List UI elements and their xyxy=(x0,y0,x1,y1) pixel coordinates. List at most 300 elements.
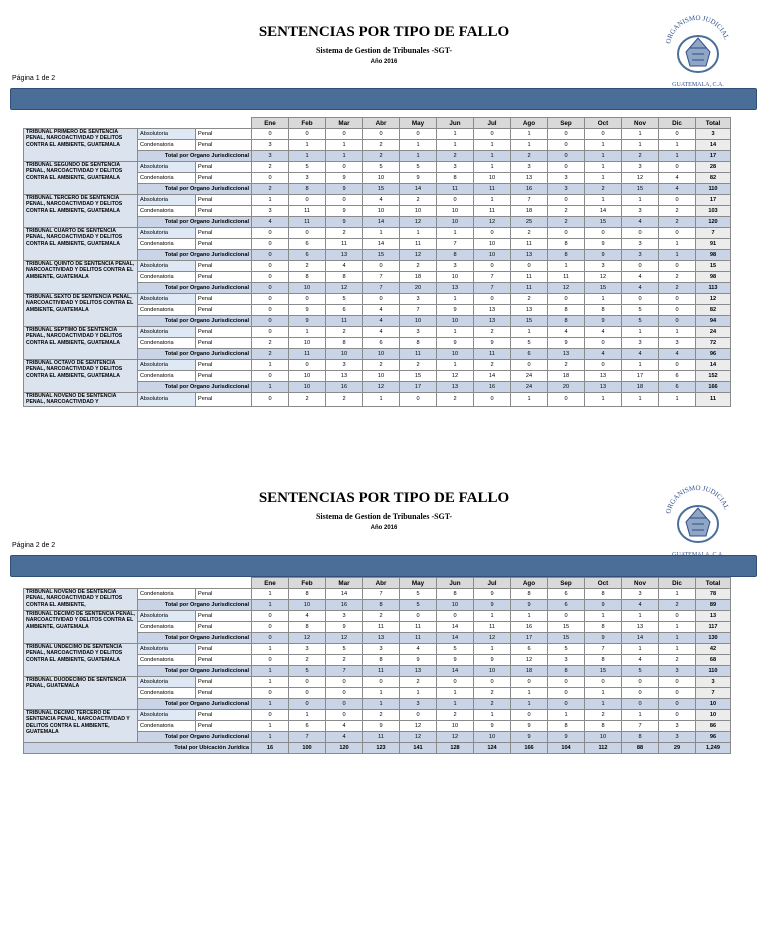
fallo-type: Absolutoria xyxy=(138,677,196,688)
subtotal-cell: 89 xyxy=(696,600,731,611)
tribunal-name: TRIBUNAL NOVENO DE SENTENCIA PENAL, NARCOACTIVIDAD Y DELITOS CONTRA EL AMBIENTE, xyxy=(24,589,138,611)
column-header: Ene xyxy=(252,578,289,589)
subtotal-cell: 2 xyxy=(511,151,548,162)
month-cell: 14 xyxy=(585,206,622,217)
month-cell: 1 xyxy=(585,162,622,173)
subtotal-cell: 14 xyxy=(622,633,659,644)
report-year: Año 2016 xyxy=(370,59,398,65)
month-cell: 0 xyxy=(548,294,585,305)
subtotal-cell: 24 xyxy=(511,382,548,393)
fallo-type: Condenatoria xyxy=(138,721,196,732)
subtotal-cell: 0 xyxy=(252,316,289,327)
subtotal-cell: 15 xyxy=(548,633,585,644)
fallo-type: Absolutoria xyxy=(138,710,196,721)
column-header: Oct xyxy=(585,578,622,589)
row-total-cell: 14 xyxy=(696,360,731,371)
month-cell: 0 xyxy=(585,677,622,688)
month-cell: 0 xyxy=(252,305,289,316)
month-cell: 12 xyxy=(400,721,437,732)
svg-text:ORGANISMO JUDICIAL: ORGANISMO JUDICIAL xyxy=(664,483,731,515)
month-cell: 8 xyxy=(585,721,622,732)
month-cell: 1 xyxy=(437,327,474,338)
month-cell: 2 xyxy=(326,327,363,338)
column-header: May xyxy=(400,578,437,589)
fallo-type: Condenatoria xyxy=(138,371,196,382)
subtotal-cell: 4 xyxy=(622,283,659,294)
fallo-type: Absolutoria xyxy=(138,195,196,206)
materia: Penal xyxy=(196,272,252,283)
subtotal-cell: 166 xyxy=(696,382,731,393)
month-cell: 2 xyxy=(289,393,326,407)
month-cell: 0 xyxy=(252,655,289,666)
subtotal-cell: 10 xyxy=(437,316,474,327)
month-cell: 1 xyxy=(437,688,474,699)
subtotal-cell: 1 xyxy=(252,732,289,743)
month-cell: 0 xyxy=(363,294,400,305)
report-title: SENTENCIAS POR TIPO DE FALLO xyxy=(258,24,510,40)
month-cell: 1 xyxy=(585,688,622,699)
month-cell: 9 xyxy=(437,338,474,349)
materia: Penal xyxy=(196,140,252,151)
subtotal-cell: 3 xyxy=(622,250,659,261)
subtotal-cell: 6 xyxy=(548,600,585,611)
subtotal-cell: 9 xyxy=(474,600,511,611)
subtotal-cell: 6 xyxy=(659,382,696,393)
subtotal-cell: 10 xyxy=(289,382,326,393)
month-cell: 1 xyxy=(622,195,659,206)
column-header: Nov xyxy=(622,578,659,589)
month-cell: 4 xyxy=(326,261,363,272)
subtotal-cell: 12 xyxy=(437,732,474,743)
month-cell: 2 xyxy=(548,360,585,371)
month-cell: 10 xyxy=(289,338,326,349)
report-page-2 xyxy=(0,466,768,932)
grand-total-cell: 1,249 xyxy=(696,743,731,754)
subtotal-cell: 1 xyxy=(511,699,548,710)
month-cell: 0 xyxy=(622,677,659,688)
column-header: Dic xyxy=(659,578,696,589)
month-cell: 13 xyxy=(474,305,511,316)
subtotal-cell: 18 xyxy=(511,666,548,677)
month-cell: 7 xyxy=(363,272,400,283)
grand-total-cell: 29 xyxy=(659,743,696,754)
tribunal-name: TRIBUNAL NOVENO DE SENTENCIA PENAL, NARCOACTIVIDAD Y xyxy=(24,393,138,407)
subtotal-cell: 98 xyxy=(696,250,731,261)
subtotal-cell: 8 xyxy=(548,666,585,677)
month-cell: 0 xyxy=(289,228,326,239)
header-band xyxy=(10,555,757,577)
month-cell: 14 xyxy=(474,371,511,382)
table-row xyxy=(24,195,731,206)
column-header: Oct xyxy=(585,118,622,129)
subtotal-cell: 110 xyxy=(696,184,731,195)
month-cell: 3 xyxy=(326,360,363,371)
month-cell: 5 xyxy=(289,162,326,173)
subtotal-cell: 14 xyxy=(437,633,474,644)
subtotal-cell: 4 xyxy=(326,732,363,743)
month-cell: 10 xyxy=(474,173,511,184)
subtotal-cell: 96 xyxy=(696,732,731,743)
month-cell: 1 xyxy=(252,644,289,655)
subtotal-cell: 13 xyxy=(474,316,511,327)
month-cell: 10 xyxy=(474,239,511,250)
month-cell: 0 xyxy=(252,371,289,382)
month-cell: 0 xyxy=(474,129,511,140)
month-cell: 7 xyxy=(400,305,437,316)
svg-text:ORGANISMO JUDICIAL: ORGANISMO JUDICIAL xyxy=(664,13,731,45)
fallo-type: Condenatoria xyxy=(138,272,196,283)
month-cell: 10 xyxy=(363,371,400,382)
month-cell: 0 xyxy=(548,195,585,206)
tribunal-name: TRIBUNAL TERCERO DE SENTENCIA PENAL, NARCOACTIVIDAD Y DELITOS CONTRA EL AMBIENTE, GUATEMALA xyxy=(24,195,138,228)
subtotal-cell: 9 xyxy=(289,316,326,327)
subtotal-cell: 10 xyxy=(437,600,474,611)
page-number: Página 1 de 2 xyxy=(12,75,56,82)
grand-total-row xyxy=(24,743,731,754)
column-header: Abr xyxy=(363,578,400,589)
subtotal-cell: 1 xyxy=(252,600,289,611)
subtotal-cell: 130 xyxy=(696,633,731,644)
materia: Penal xyxy=(196,327,252,338)
month-cell: 9 xyxy=(511,721,548,732)
month-cell: 1 xyxy=(252,360,289,371)
month-cell: 3 xyxy=(400,294,437,305)
month-cell: 13 xyxy=(511,173,548,184)
month-cell: 2 xyxy=(474,327,511,338)
row-total-cell: 78 xyxy=(696,589,731,600)
tribunal-name: TRIBUNAL DÉCIMO TERCERO DE SENTENCIA PENAL, NARCOACTIVIDAD Y DELITOS CONTRA EL AMBIENTE, GUATEMALA xyxy=(24,710,138,743)
column-header: Jul xyxy=(474,578,511,589)
subtotal-cell: 10 xyxy=(363,349,400,360)
month-cell: 1 xyxy=(585,195,622,206)
month-cell: 3 xyxy=(622,338,659,349)
month-cell: 8 xyxy=(326,272,363,283)
month-cell: 0 xyxy=(400,129,437,140)
month-cell: 0 xyxy=(252,272,289,283)
month-cell: 1 xyxy=(659,393,696,407)
fallo-type: Condenatoria xyxy=(138,655,196,666)
month-cell: 0 xyxy=(252,173,289,184)
subtotal-cell: 12 xyxy=(326,283,363,294)
month-cell: 3 xyxy=(289,173,326,184)
tribunal-name: TRIBUNAL SEGUNDO DE SENTENCIA PENAL, NARCOACTIVIDAD Y DELITOS CONTRA EL AMBIENTE, GUATEMALA xyxy=(24,162,138,195)
subtotal-cell: 8 xyxy=(548,316,585,327)
svg-text:GUATEMALA, C.A.: GUATEMALA, C.A. xyxy=(672,82,724,88)
month-cell: 0 xyxy=(659,261,696,272)
month-cell: 4 xyxy=(585,327,622,338)
subtotal-cell: 9 xyxy=(511,600,548,611)
month-cell: 1 xyxy=(585,611,622,622)
month-cell: 2 xyxy=(326,393,363,407)
month-cell: 3 xyxy=(548,173,585,184)
table-row xyxy=(24,261,731,272)
subtotal-cell: 1 xyxy=(326,151,363,162)
month-cell: 2 xyxy=(400,261,437,272)
subtotal-cell: 1 xyxy=(252,382,289,393)
subtotal-cell: 11 xyxy=(289,217,326,228)
tribunal-name: TRIBUNAL SEXTO DE SENTENCIA PENAL, NARCOACTIVIDAD Y DELITOS CONTRA EL AMBIENTE, GUATEMALA xyxy=(24,294,138,327)
subtotal-cell: 13 xyxy=(511,250,548,261)
subtotal-cell: 12 xyxy=(474,217,511,228)
month-cell: 0 xyxy=(548,129,585,140)
materia: Penal xyxy=(196,338,252,349)
subtotal-cell: 16 xyxy=(511,184,548,195)
subtotal-label: Total por Organo Jurisdiccional xyxy=(138,699,252,710)
month-cell: 0 xyxy=(622,261,659,272)
month-cell: 1 xyxy=(400,688,437,699)
column-header: Dic xyxy=(659,118,696,129)
fallo-type: Absolutoria xyxy=(138,228,196,239)
tribunal-name: TRIBUNAL DUODÉCIMO DE SENTENCIA PENAL, GUATEMALA xyxy=(24,677,138,710)
month-cell: 1 xyxy=(363,688,400,699)
subtotal-label: Total por Organo Jurisdiccional xyxy=(138,382,252,393)
month-cell: 11 xyxy=(326,239,363,250)
month-cell: 18 xyxy=(548,371,585,382)
column-header: Mar xyxy=(326,118,363,129)
month-cell: 4 xyxy=(326,721,363,732)
month-cell: 2 xyxy=(326,228,363,239)
month-cell: 5 xyxy=(400,162,437,173)
month-cell: 0 xyxy=(289,360,326,371)
month-cell: 4 xyxy=(622,272,659,283)
subtotal-cell: 4 xyxy=(622,600,659,611)
month-cell: 7 xyxy=(622,721,659,732)
month-cell: 0 xyxy=(659,195,696,206)
month-cell: 0 xyxy=(252,239,289,250)
month-cell: 0 xyxy=(659,228,696,239)
subtotal-cell: 0 xyxy=(252,250,289,261)
month-cell: 4 xyxy=(289,611,326,622)
grand-total-cell: 141 xyxy=(400,743,437,754)
table-header-row xyxy=(24,578,731,589)
subtotal-cell: 3 xyxy=(400,699,437,710)
materia: Penal xyxy=(196,710,252,721)
month-cell: 11 xyxy=(400,239,437,250)
fallo-type: Absolutoria xyxy=(138,644,196,655)
month-cell: 13 xyxy=(511,305,548,316)
subtotal-cell: 11 xyxy=(363,732,400,743)
month-cell: 1 xyxy=(437,129,474,140)
month-cell: 0 xyxy=(659,710,696,721)
subtotal-cell: 3 xyxy=(659,732,696,743)
subtotal-cell: 0 xyxy=(326,699,363,710)
subtotal-cell: 13 xyxy=(400,666,437,677)
month-cell: 1 xyxy=(622,644,659,655)
grand-total-cell: 88 xyxy=(622,743,659,754)
month-cell: 2 xyxy=(437,710,474,721)
month-cell: 9 xyxy=(289,305,326,316)
month-cell: 2 xyxy=(289,261,326,272)
month-cell: 0 xyxy=(659,360,696,371)
month-cell: 6 xyxy=(289,239,326,250)
month-cell: 2 xyxy=(363,140,400,151)
subtotal-cell: 7 xyxy=(326,666,363,677)
fallo-type: Condenatoria xyxy=(138,688,196,699)
month-cell: 3 xyxy=(659,338,696,349)
materia: Penal xyxy=(196,261,252,272)
month-cell: 6 xyxy=(659,371,696,382)
subtotal-cell: 13 xyxy=(437,283,474,294)
month-cell: 1 xyxy=(474,710,511,721)
month-cell: 13 xyxy=(326,371,363,382)
tribunal-name: TRIBUNAL UNDÉCIMO DE SENTENCIA PENAL, NARCOACTIVIDAD Y DELITOS CONTRA EL AMBIENTE, GUATEMALA xyxy=(24,644,138,677)
subtotal-cell: 14 xyxy=(437,666,474,677)
month-cell: 7 xyxy=(585,644,622,655)
month-cell: 0 xyxy=(326,195,363,206)
fallo-type: Absolutoria xyxy=(138,162,196,173)
month-cell: 17 xyxy=(622,371,659,382)
subtotal-cell: 6 xyxy=(289,250,326,261)
column-header: Ene xyxy=(252,118,289,129)
subtotal-cell: 10 xyxy=(474,732,511,743)
month-cell: 0 xyxy=(585,338,622,349)
month-cell: 0 xyxy=(400,393,437,407)
subtotal-cell: 3 xyxy=(659,666,696,677)
month-cell: 0 xyxy=(437,677,474,688)
month-cell: 4 xyxy=(400,644,437,655)
row-total-cell: 3 xyxy=(696,129,731,140)
month-cell: 1 xyxy=(548,261,585,272)
subtotal-cell: 2 xyxy=(659,600,696,611)
subtotal-cell: 4 xyxy=(622,349,659,360)
month-cell: 9 xyxy=(326,206,363,217)
month-cell: 1 xyxy=(437,294,474,305)
subtotal-cell: 4 xyxy=(585,349,622,360)
month-cell: 9 xyxy=(400,655,437,666)
month-cell: 10 xyxy=(437,272,474,283)
tribunal-name: TRIBUNAL SÉPTIMO DE SENTENCIA PENAL, NARCOACTIVIDAD Y DELITOS CONTRA EL AMBIENTE, GUATEMALA xyxy=(24,327,138,360)
month-cell: 10 xyxy=(363,206,400,217)
subtotal-cell: 12 xyxy=(400,250,437,261)
subtotal-cell: 8 xyxy=(548,250,585,261)
column-header: Ago xyxy=(511,118,548,129)
row-total-cell: 98 xyxy=(696,272,731,283)
subtotal-cell: 1 xyxy=(252,666,289,677)
month-cell: 4 xyxy=(363,195,400,206)
month-cell: 0 xyxy=(548,688,585,699)
subtotal-label: Total por Organo Jurisdiccional xyxy=(138,184,252,195)
subtotal-cell: 2 xyxy=(659,217,696,228)
month-cell: 2 xyxy=(289,655,326,666)
subtotal-cell: 9 xyxy=(326,217,363,228)
month-cell: 8 xyxy=(548,305,585,316)
subtotal-cell: 0 xyxy=(252,633,289,644)
materia: Penal xyxy=(196,393,252,407)
month-cell: 11 xyxy=(474,206,511,217)
month-cell: 0 xyxy=(252,129,289,140)
subtotal-cell: 10 xyxy=(474,666,511,677)
report-subtitle: Sistema de Gestion de Tribunales -SGT- xyxy=(315,46,453,55)
month-cell: 8 xyxy=(548,721,585,732)
month-cell: 2 xyxy=(400,677,437,688)
column-header: Ago xyxy=(511,578,548,589)
month-cell: 4 xyxy=(363,305,400,316)
subtotal-cell: 94 xyxy=(696,316,731,327)
subtotal-cell: 18 xyxy=(622,382,659,393)
month-cell: 0 xyxy=(622,228,659,239)
column-header: Jun xyxy=(437,578,474,589)
column-header: Sep xyxy=(548,578,585,589)
month-cell: 0 xyxy=(585,129,622,140)
subtotal-cell: 12 xyxy=(289,633,326,644)
fallo-type: Condenatoria xyxy=(138,239,196,250)
subtotal-cell: 15 xyxy=(622,184,659,195)
subtotal-cell: 4 xyxy=(659,349,696,360)
month-cell: 0 xyxy=(511,261,548,272)
month-cell: 0 xyxy=(252,622,289,633)
grand-total-cell: 16 xyxy=(252,743,289,754)
subtotal-cell: 110 xyxy=(696,666,731,677)
month-cell: 9 xyxy=(326,173,363,184)
month-cell: 12 xyxy=(622,173,659,184)
subtotal-label: Total por Organo Jurisdiccional xyxy=(138,633,252,644)
grand-total-cell: 128 xyxy=(437,743,474,754)
page-number: Página 2 de 2 xyxy=(12,542,56,549)
subtotal-cell: 5 xyxy=(622,666,659,677)
month-cell: 0 xyxy=(326,129,363,140)
column-header: Jul xyxy=(474,118,511,129)
table-row xyxy=(24,129,731,140)
table-row xyxy=(24,393,731,407)
subtotal-cell: 11 xyxy=(289,349,326,360)
month-cell: 6 xyxy=(289,721,326,732)
month-cell: 8 xyxy=(437,173,474,184)
month-cell: 2 xyxy=(437,393,474,407)
month-cell: 3 xyxy=(585,261,622,272)
month-cell: 10 xyxy=(437,206,474,217)
fallo-type: Condenatoria xyxy=(138,589,196,600)
month-cell: 0 xyxy=(252,228,289,239)
subtotal-cell: 11 xyxy=(363,666,400,677)
subtotal-cell: 15 xyxy=(585,283,622,294)
month-cell: 1 xyxy=(622,360,659,371)
month-cell: 6 xyxy=(363,338,400,349)
month-cell: 0 xyxy=(659,294,696,305)
row-total-cell: 24 xyxy=(696,327,731,338)
month-cell: 0 xyxy=(548,611,585,622)
month-cell: 13 xyxy=(622,622,659,633)
subtotal-cell: 0 xyxy=(622,699,659,710)
month-cell: 0 xyxy=(363,677,400,688)
report-title: SENTENCIAS POR TIPO DE FALLO xyxy=(258,490,510,506)
fallo-type: Condenatoria xyxy=(138,305,196,316)
subtotal-cell: 15 xyxy=(585,666,622,677)
materia: Penal xyxy=(196,721,252,732)
month-cell: 0 xyxy=(252,327,289,338)
month-cell: 2 xyxy=(400,195,437,206)
subtotal-cell: 10 xyxy=(474,250,511,261)
subtotal-cell: 16 xyxy=(326,382,363,393)
month-cell: 3 xyxy=(548,655,585,666)
month-cell: 0 xyxy=(548,228,585,239)
month-cell: 7 xyxy=(363,589,400,600)
month-cell: 2 xyxy=(585,710,622,721)
row-total-cell: 7 xyxy=(696,688,731,699)
month-cell: 1 xyxy=(474,611,511,622)
month-cell: 0 xyxy=(474,228,511,239)
subtotal-cell: 12 xyxy=(474,633,511,644)
month-cell: 1 xyxy=(511,327,548,338)
subtotal-cell: 20 xyxy=(548,382,585,393)
month-cell: 14 xyxy=(437,622,474,633)
month-cell: 8 xyxy=(585,305,622,316)
month-cell: 9 xyxy=(548,338,585,349)
month-cell: 0 xyxy=(252,261,289,272)
month-cell: 7 xyxy=(437,239,474,250)
month-cell: 9 xyxy=(437,305,474,316)
month-cell: 8 xyxy=(585,589,622,600)
month-cell: 0 xyxy=(659,129,696,140)
